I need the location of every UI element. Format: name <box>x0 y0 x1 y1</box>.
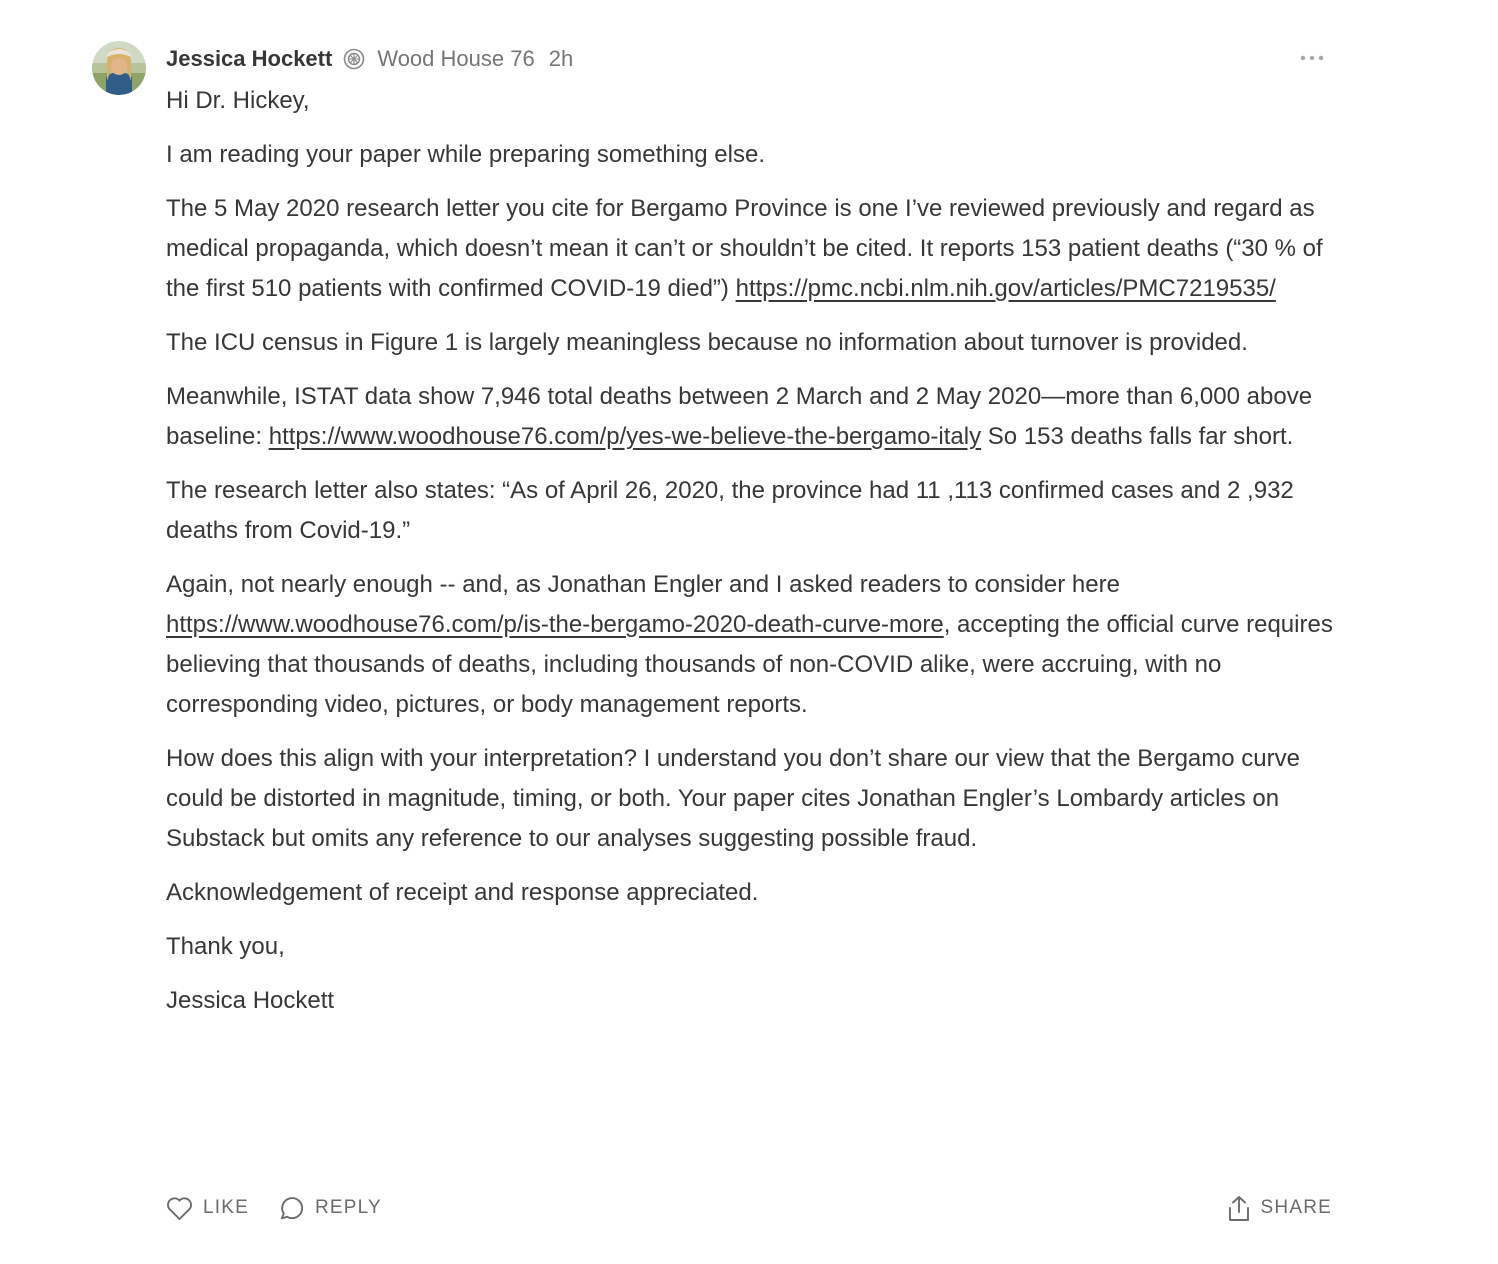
share-icon <box>1227 1195 1251 1222</box>
paragraph-text: The 5 May 2020 research letter you cite for Bergamo Province is one I’ve reviewed previously and regard as medical propaganda, which doesn’t mean it can’t or shouldn’t be cited. It reports 153 patient deaths (“30 % of the first 510 patients with confirmed COVID-19 died”) <box>166 195 1323 302</box>
comment-paragraph <box>166 565 1336 725</box>
more-horizontal-icon <box>1300 55 1324 61</box>
comment-paragraph: Acknowledgement of receipt and response appreciated. <box>166 879 759 906</box>
paragraph-text: Again, not nearly enough -- and, as Jonathan Engler and I asked readers to consider here <box>166 571 1120 598</box>
comment-paragraph: The research letter also states: “As of April 26, 2020, the province had 11 ,113 confirmed cases and 2 ,932 deaths from Covid-19.” <box>166 477 1294 544</box>
share-button[interactable] <box>1227 1195 1332 1222</box>
paragraph-text: So 153 deaths falls far short. <box>987 423 1294 450</box>
paragraph-text: , accepting the official curve requires believing that thousands of deaths, including thousands of non-COVID alike, were accruing, with no corresponding video, pictures, or body management reports. <box>166 611 1333 718</box>
comment-paragraph <box>166 189 1336 309</box>
like-button[interactable] <box>166 1196 249 1221</box>
comment-signature: Jessica Hockett <box>166 987 335 1014</box>
comment-body <box>166 81 1336 1035</box>
comment-paragraph: Thank you, <box>166 933 285 960</box>
speech-bubble-icon <box>279 1195 305 1221</box>
comment-header <box>166 44 573 74</box>
more-options-button[interactable] <box>1296 46 1328 70</box>
comment-paragraph: How does this align with your interpretation? I understand you don’t share our view that the Bergamo curve could be distorted in magnitude, timing, or both. Your paper cites Jonathan Engler’s Lombardy articles on Substack but omits any reference to our analyses suggesting possible fraud. <box>166 745 1300 852</box>
reply-button[interactable] <box>279 1195 382 1221</box>
woodhouse-bergamo-link[interactable]: https://www.woodhouse76.com/p/yes-we-believe-the-bergamo-italy <box>268 423 982 450</box>
heart-icon <box>166 1196 193 1221</box>
comment-paragraph: Hi Dr. Hickey, <box>166 87 310 114</box>
comment-paragraph: I am reading your paper while preparing something else. <box>166 141 766 168</box>
reply-label: REPLY <box>315 1197 382 1218</box>
paragraph-text: Meanwhile, ISTAT data show 7,946 total deaths between 2 March and 2 May 2020—more than 6,000 above baseline: <box>166 383 1313 450</box>
woodhouse-death-curve-link[interactable]: https://www.woodhouse76.com/p/is-the-bergamo-2020-death-curve-more <box>166 611 944 638</box>
substack-badge-icon <box>343 48 365 70</box>
author-name[interactable]: Jessica Hockett <box>166 46 333 71</box>
share-label: SHARE <box>1260 1197 1332 1218</box>
avatar-image <box>92 41 146 95</box>
comment-paragraph <box>166 377 1336 457</box>
avatar[interactable] <box>92 41 146 95</box>
publication-name[interactable]: Wood House 76 <box>377 46 535 71</box>
comment-paragraph: The ICU census in Figure 1 is largely meaningless because no information about turnover is provided. <box>166 329 1248 356</box>
like-label: LIKE <box>203 1197 249 1218</box>
pmc-article-link[interactable]: https://pmc.ncbi.nlm.nih.gov/articles/PMC7219535/ <box>735 275 1276 302</box>
timestamp[interactable]: 2h <box>548 46 574 71</box>
comment-actions <box>166 1190 1332 1226</box>
